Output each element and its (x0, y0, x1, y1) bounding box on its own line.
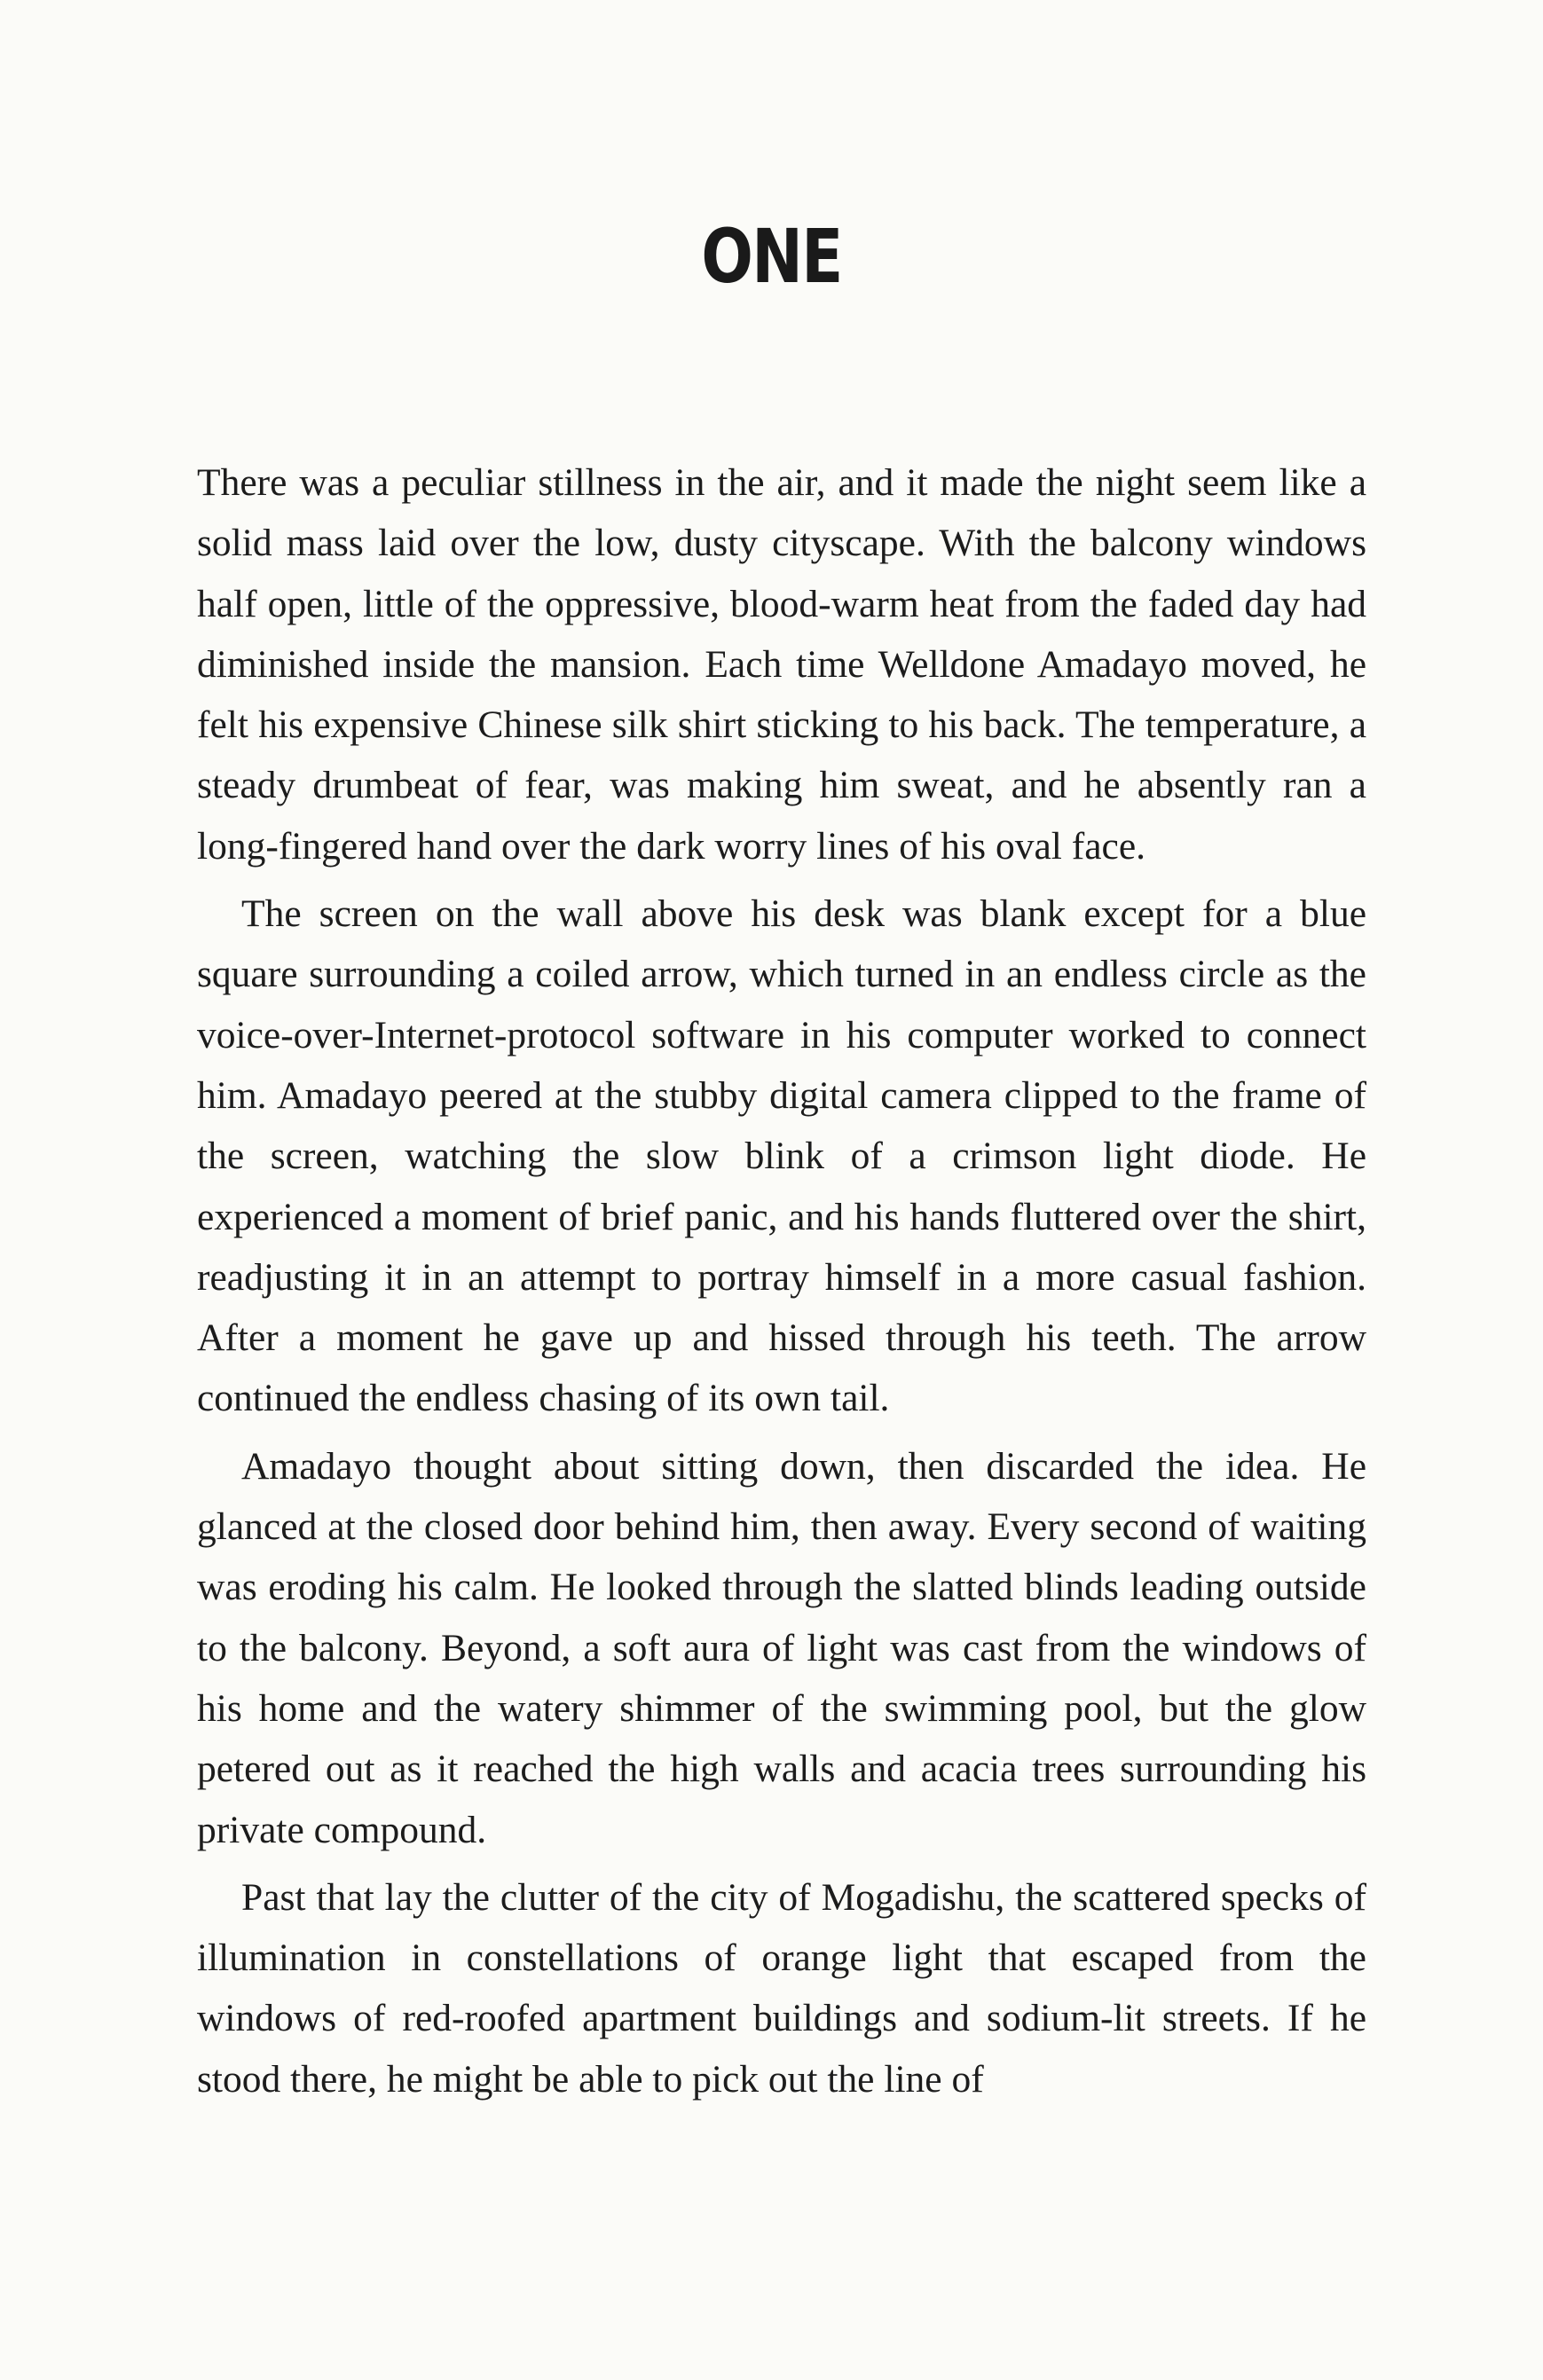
paragraph: Amadayo thought about sitting down, then discarded the idea. He glanced at the closed door behind him, then away. Every second of waiting was eroding his calm. He looked through the slatted blinds leading outside to the balcony. Beyond, a soft aura of light was cast from the windows of his home and the watery shimmer of the swimming pool, but the glow petered out as it reached the high walls and acacia trees surrounding his private compound. (197, 1444, 1366, 1851)
paragraph: There was a peculiar stillness in the air, and it made the night seem like a solid mass laid over the low, dusty cityscape. With the balcony windows half open, little of the oppressive, blood-warm heat from the faded day had diminished inside the mansion. Each time Welldone Amadayo moved, he felt his expensive Chinese silk shirt sticking to his back. The temperature, a steady drumbeat of fear, was making him sweat, and he absently ran a long-fingered hand over the dark worry lines of his oval face. (197, 461, 1366, 868)
chapter-body (197, 452, 1366, 2109)
chapter-title: ONE (701, 213, 842, 300)
paragraph: Past that lay the clutter of the city of Mogadishu, the scattered specks of illumination in constellations of orange light that escaped from the windows of red-roofed apartment buildings and sodium-lit streets. If he stood there, he might be able to pick out the line of (197, 1875, 1366, 2101)
paragraph: The screen on the wall above his desk was blank except for a blue square surrounding a coiled arrow, which turned in an endless circle as the voice-over-Internet-protocol software in his computer worked to connect him. Amadayo peered at the stubby digital camera clipped to the frame of the screen, watching the slow blink of a crimson light diode. He experienced a moment of brief panic, and his hands fluttered over the shirt, readjusting it in an attempt to portray himself in a more casual fashion. After a moment he gave up and hissed through his teeth. The arrow continued the endless chasing of its own tail. (197, 892, 1366, 1420)
